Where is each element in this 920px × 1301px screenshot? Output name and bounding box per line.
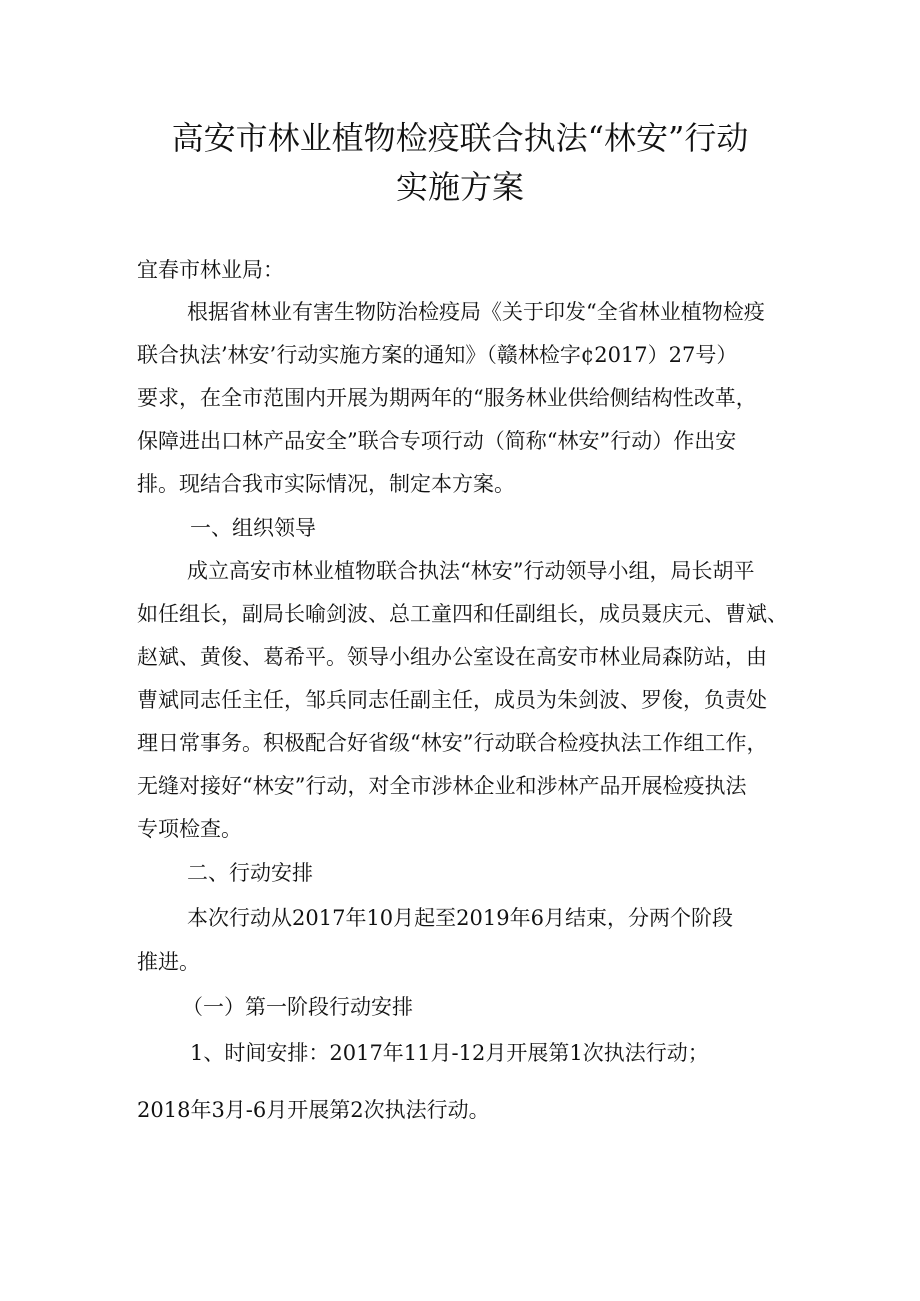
section-1-heading: 一、组织领导 (190, 516, 316, 540)
intro-line: 根据省林业有害生物防治检疫局《关于印发“全省林业植物检疫 (187, 300, 765, 324)
intro-line: 排。现结合我市实际情况，制定本方案。 (137, 472, 515, 496)
section-1-line: 如任组长，副局长喻剑波、总工童四和任副组长，成员聂庆元、曹斌、 (137, 602, 788, 626)
intro-line: 要求，在全市范围内开展为期两年的“服务林业供给侧结构性改革， (137, 386, 757, 410)
intro-line: 联合执法’林安’行动实施方案的通知》（赣林检字¢2017）27号） (137, 343, 738, 367)
section-1-line: 理日常事务。积极配合好省级“林安”行动联合检疫执法工作组工作， (137, 731, 768, 755)
item-1-line-1: 1、时间安排：2017年11月-12月开展第1次执法行动； (190, 1041, 709, 1065)
intro-line: 保障进出口林产品安全”联合专项行动（简称“林安”行动）作出安 (137, 429, 737, 453)
section-1-line: 曹斌同志任主任，邹兵同志任副主任，成员为朱剑波、罗俊，负责处 (137, 688, 767, 712)
section-2-heading: 二、行动安排 (187, 861, 313, 885)
section-1-line: 专项检查。 (137, 817, 242, 841)
document-title-line-2: 实施方案 (395, 168, 524, 206)
document-title-line-1: 高安市林业植物检疫联合执法“林安”行动 (171, 119, 749, 157)
section-1-line: 赵斌、黄俊、葛希平。领导小组办公室设在高安市林业局森防站，由 (137, 645, 767, 669)
salutation: 宜春市林业局： (137, 258, 284, 282)
item-1-line-2: 2018年3月-6月开展第2次执法行动。 (137, 1098, 490, 1122)
subsection-1-heading: （一）第一阶段行动安排 (182, 995, 413, 1019)
section-1-line: 无缝对接好“林安”行动，对全市涉林企业和涉林产品开展检疫执法 (137, 774, 747, 798)
section-2-line: 本次行动从2017年10月起至2019年6月结束，分两个阶段 (187, 906, 733, 930)
section-2-line: 推进。 (137, 950, 200, 974)
section-1-line: 成立高安市林业植物联合执法“林安”行动领导小组，局长胡平 (187, 559, 755, 583)
